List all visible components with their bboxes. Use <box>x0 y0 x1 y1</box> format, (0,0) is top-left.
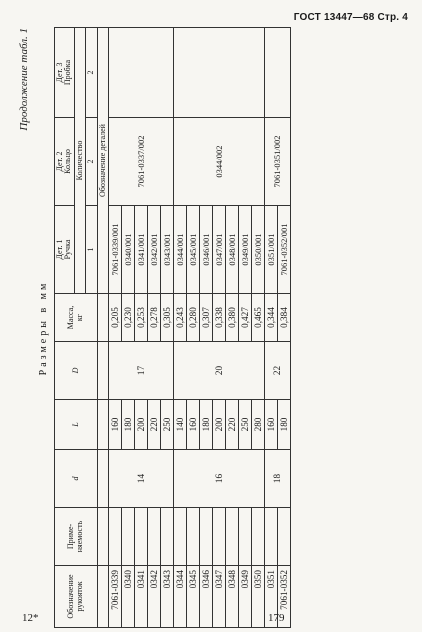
cell-designation: 0351 <box>264 566 277 628</box>
cell-L: 160 <box>264 400 277 450</box>
col-detail3: Дет. 3 Пробка <box>55 28 75 118</box>
cell-handle-part: 0344/001 <box>173 206 186 294</box>
cell-applicability <box>121 508 134 566</box>
cell-handle-part: 0341/001 <box>134 206 147 294</box>
cell-handle-part: 0349/001 <box>238 206 251 294</box>
cell-mass: 0,305 <box>160 294 173 342</box>
qty-detail3: 2 <box>86 28 97 118</box>
cell-designation: 0343 <box>160 566 173 628</box>
table-row <box>173 28 186 628</box>
cell-L: 140 <box>173 400 186 450</box>
cell-applicability <box>173 508 186 566</box>
cell-D: 20 <box>173 342 264 400</box>
cell-applicability <box>212 508 225 566</box>
table-body <box>108 28 290 628</box>
cell-handle-part: 0346/001 <box>199 206 212 294</box>
cell-applicability <box>134 508 147 566</box>
cell-designation: 0344 <box>173 566 186 628</box>
cell-handle-part: 0345/001 <box>186 206 199 294</box>
cell-applicability <box>199 508 212 566</box>
blank <box>97 566 108 628</box>
cell-L: 250 <box>160 400 173 450</box>
cell-L: 220 <box>147 400 160 450</box>
dimensions-table <box>54 27 291 628</box>
cell-mass: 0,205 <box>108 294 121 342</box>
cell-applicability <box>238 508 251 566</box>
cell-ring-part: 7061-0337/002 <box>108 118 173 206</box>
col-D: D <box>55 342 98 400</box>
col-quantity: Количество <box>74 28 85 294</box>
dimensions-caption: Размеры в мм <box>38 280 49 376</box>
cell-designation: 0340 <box>121 566 134 628</box>
cell-mass: 0,344 <box>264 294 277 342</box>
cell-applicability <box>277 508 290 566</box>
blank <box>97 400 108 450</box>
blank <box>97 294 108 342</box>
cell-applicability <box>251 508 264 566</box>
cell-mass: 0,307 <box>199 294 212 342</box>
col-d: d <box>55 450 98 508</box>
cell-applicability <box>160 508 173 566</box>
cell-applicability <box>264 508 277 566</box>
col-applicability: Приме- няемость <box>55 508 98 566</box>
cell-handle-part: 0348/001 <box>225 206 238 294</box>
cell-handle-part: 0350/001 <box>251 206 264 294</box>
cell-designation: 7061-0352 <box>277 566 290 628</box>
qty-detail2: 2 <box>86 118 97 206</box>
cell-mass: 0,380 <box>225 294 238 342</box>
cell-applicability <box>108 508 121 566</box>
cell-mass: 0,280 <box>186 294 199 342</box>
col-designation: Обозначение рукояток <box>55 566 98 628</box>
cell-plug-part <box>173 28 264 118</box>
cell-L: 200 <box>134 400 147 450</box>
cell-mass: 0,230 <box>121 294 134 342</box>
page-number: 179 <box>268 612 285 624</box>
col-L: L <box>55 400 98 450</box>
cell-applicability <box>186 508 199 566</box>
cell-d: 16 <box>173 450 264 508</box>
cell-plug-part <box>108 28 173 118</box>
cell-handle-part: 7061-0339/001 <box>108 206 121 294</box>
cell-mass: 0,465 <box>251 294 264 342</box>
cell-L: 160 <box>108 400 121 450</box>
cell-applicability <box>225 508 238 566</box>
cell-mass: 0,243 <box>173 294 186 342</box>
cell-designation: 0345 <box>186 566 199 628</box>
cell-handle-part: 0351/001 <box>264 206 277 294</box>
table-row <box>264 28 277 628</box>
table-row <box>108 28 121 628</box>
cell-ring-part: 0344/002 <box>173 118 264 206</box>
cell-L: 280 <box>251 400 264 450</box>
cell-d: 14 <box>108 450 173 508</box>
cell-L: 160 <box>186 400 199 450</box>
cell-plug-part <box>264 28 290 118</box>
cell-ring-part: 7061-0351/002 <box>264 118 290 206</box>
blank <box>97 450 108 508</box>
cell-designation: 0348 <box>225 566 238 628</box>
cell-handle-part: 0343/001 <box>160 206 173 294</box>
cell-designation: 0346 <box>199 566 212 628</box>
blank <box>97 508 108 566</box>
col-detail1: Дет. 1 Ручка <box>55 206 75 294</box>
cell-designation: 0342 <box>147 566 160 628</box>
cell-mass: 0,338 <box>212 294 225 342</box>
cell-handle-part: 0347/001 <box>212 206 225 294</box>
col-mass: Масса, кг <box>55 294 98 342</box>
cell-designation: 0350 <box>251 566 264 628</box>
cell-mass: 0,253 <box>134 294 147 342</box>
table-continuation-caption: Продолжение табл. 1 <box>18 28 30 131</box>
cell-d: 18 <box>264 450 290 508</box>
cell-mass: 0,427 <box>238 294 251 342</box>
cell-D: 22 <box>264 342 290 400</box>
qty-detail1: 1 <box>86 206 97 294</box>
col-detail2: Дет. 2 Кольцо <box>55 118 75 206</box>
footer-mark: 12* <box>22 612 39 624</box>
rotated-table-area <box>18 28 418 628</box>
cell-L: 180 <box>199 400 212 450</box>
cell-designation: 0349 <box>238 566 251 628</box>
cell-handle-part: 7061-0352/001 <box>277 206 290 294</box>
cell-mass: 0,278 <box>147 294 160 342</box>
cell-designation: 0347 <box>212 566 225 628</box>
cell-mass: 0,384 <box>277 294 290 342</box>
cell-L: 180 <box>277 400 290 450</box>
cell-L: 220 <box>225 400 238 450</box>
cell-handle-part: 0342/001 <box>147 206 160 294</box>
cell-D: 17 <box>108 342 173 400</box>
cell-L: 200 <box>212 400 225 450</box>
cell-applicability <box>147 508 160 566</box>
cell-L: 250 <box>238 400 251 450</box>
cell-designation: 0341 <box>134 566 147 628</box>
cell-handle-part: 0340/001 <box>121 206 134 294</box>
blank <box>97 342 108 400</box>
cell-designation: 7061-0339 <box>108 566 121 628</box>
cell-L: 180 <box>121 400 134 450</box>
page-header: ГОСТ 13447—68 Стр. 4 <box>293 12 408 23</box>
col-parts-designation: Обозначение деталей <box>97 28 108 294</box>
